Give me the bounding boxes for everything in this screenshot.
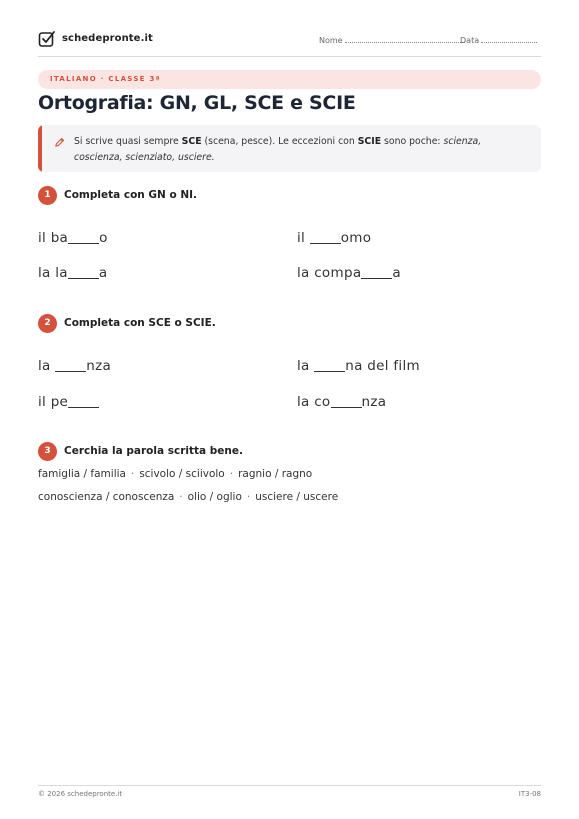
item-prefix: la (297, 358, 315, 374)
word-choice[interactable]: scivolo / sciivolo (139, 468, 225, 480)
choice-separator: · (130, 468, 135, 480)
item-prefix: la compa (297, 265, 362, 281)
word-choice[interactable]: conoscienza / conoscenza (38, 491, 175, 503)
footer-divider (38, 785, 541, 786)
fill-item (38, 358, 111, 374)
word-choice[interactable]: ragnio / ragno (238, 468, 313, 480)
brand-name: schedepronte.it (62, 33, 153, 44)
pencil-icon (54, 137, 65, 148)
fill-item (38, 394, 99, 410)
item-prefix: la la (38, 265, 68, 281)
answer-blank[interactable] (68, 265, 99, 279)
exercise-title: Completa con SCE o SCIE. (64, 317, 216, 329)
note-text-2: (scena, pesce). Le eccezioni con (201, 136, 358, 147)
page-title: Ortografia: GN, GL, SCE e SCIE (38, 92, 356, 114)
date-label: Data (460, 36, 480, 45)
fill-item (297, 230, 371, 246)
word-choices-row (38, 468, 312, 480)
answer-blank[interactable] (55, 358, 86, 372)
answer-blank[interactable] (310, 230, 341, 244)
fill-item (297, 265, 401, 281)
fill-item (297, 394, 386, 410)
answer-blank[interactable] (361, 265, 392, 279)
word-choices-row (38, 491, 338, 503)
fill-item (38, 265, 107, 281)
subject-banner (38, 70, 541, 89)
note-text-1: Si scrive quasi sempre (74, 136, 182, 147)
item-prefix: il ba (38, 230, 69, 246)
name-label: Nome (319, 36, 343, 45)
date-field (460, 35, 537, 45)
item-suffix: omo (340, 230, 372, 246)
item-prefix: il (297, 230, 310, 246)
name-line (345, 35, 465, 43)
note-text-3: sono poche: (381, 136, 444, 147)
choice-separator: · (246, 491, 251, 503)
choice-separator: · (179, 491, 183, 503)
item-suffix: nza (86, 358, 112, 374)
page-header (38, 30, 541, 50)
note-examples: scienza, coscienza, scienziato, usciere. (74, 136, 482, 163)
footer-copyright: © 2026 schedepronte.it (38, 790, 123, 798)
exercise-number: 1 (38, 186, 57, 205)
note-accent-bar (38, 125, 42, 172)
answer-blank[interactable] (331, 394, 362, 408)
choice-separator: · (229, 468, 234, 480)
word-choice[interactable]: famiglia / familia (38, 468, 126, 480)
fill-item (297, 358, 420, 374)
footer-code: IT3-08 (518, 790, 541, 798)
fill-item (38, 230, 108, 246)
answer-blank[interactable] (68, 230, 99, 244)
note-text (74, 134, 529, 166)
note-bold-sce: SCE (181, 136, 202, 147)
note-bold-scie: SCIE (357, 136, 382, 147)
item-prefix: il pe (38, 394, 69, 410)
item-prefix: la (38, 358, 56, 374)
checkbox-logo-icon (38, 30, 56, 48)
item-suffix: na del film (345, 358, 420, 374)
subject-label: ITALIANO · CLASSE 3ª (50, 75, 161, 83)
worksheet-page (38, 0, 541, 819)
item-prefix: la co (297, 394, 331, 410)
exercise-title: Cerchia la parola scritta bene. (64, 445, 243, 457)
rule-note (38, 125, 541, 172)
item-suffix: a (392, 265, 401, 281)
header-divider (38, 56, 541, 57)
exercise-title: Completa con GN o NI. (64, 189, 198, 201)
item-suffix: a (98, 265, 108, 281)
answer-blank[interactable] (314, 358, 345, 372)
word-choice[interactable]: olio / oglio (187, 491, 242, 503)
item-suffix: o (99, 230, 108, 246)
word-choice[interactable]: usciere / uscere (255, 491, 339, 503)
date-line (481, 35, 537, 43)
name-field (319, 35, 465, 45)
item-suffix: nza (361, 394, 387, 410)
exercise-number: 3 (38, 442, 57, 461)
exercise-number: 2 (38, 314, 57, 333)
answer-blank[interactable] (68, 394, 99, 408)
